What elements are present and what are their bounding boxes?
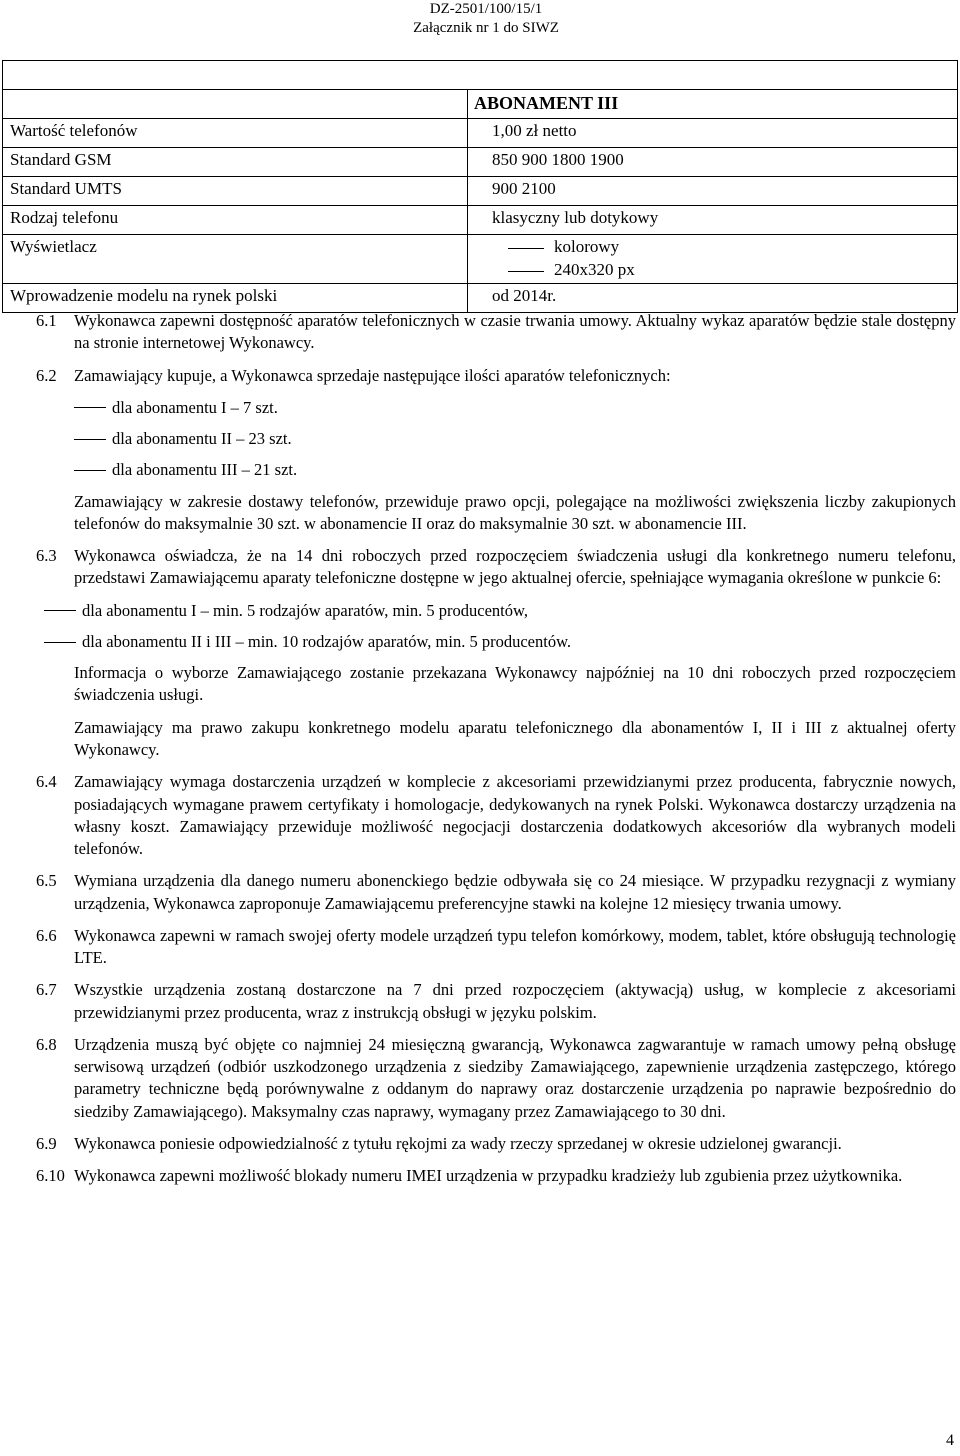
section-number: 6.9: [36, 1133, 57, 1153]
section-number: 6.6: [36, 925, 57, 945]
section-number: 6.3: [36, 546, 57, 566]
section-6-10: [36, 1165, 956, 1187]
row-value: 1,00 zł netto: [468, 119, 958, 148]
list-item: [74, 428, 956, 450]
section-6-7: [36, 979, 956, 1024]
document-header: [356, 0, 616, 38]
row-value: od 2014r.: [468, 283, 958, 312]
row-label: Rodzaj telefonu: [3, 206, 468, 235]
table-title-row: [3, 61, 958, 90]
display-option: [508, 236, 950, 259]
spec-table: [2, 60, 958, 313]
display-value: kolorowy: [554, 237, 620, 256]
section-text: Wykonawca zapewni możliwość blokady numeru IMEI urządzenia w przypadku kradzieży lub zgubienia przez użytkownika.: [74, 1166, 903, 1186]
section-6-4: [36, 771, 956, 860]
list-item-text: dla abonamentu II – 23 szt.: [112, 429, 292, 449]
section-6-3: [36, 545, 956, 590]
dash-bullet: [74, 439, 106, 440]
dash-bullet: [44, 642, 76, 643]
table-row: [3, 283, 958, 312]
document-body: [36, 310, 956, 1198]
row-label: Wyświetlacz: [3, 235, 468, 284]
section-text: Wykonawca oświadcza, że na 14 dni roboczych przed rozpoczęciem świadczenia usługi dla konkretnego numeru telefonu, przedstawi Zamawiającemu aparaty telefoniczne dostępne w jego aktualnej ofercie, spełniające wymagania określone w punkcie 6:: [74, 546, 956, 588]
section-number: 6.2: [36, 365, 57, 385]
list-item-text: dla abonamentu I – min. 5 rodzajów aparatów, min. 5 producentów,: [82, 600, 528, 620]
dash-bullet: [508, 271, 544, 272]
section-6-9: [36, 1133, 956, 1155]
table-row: [3, 119, 958, 148]
section-text: Wykonawca poniesie odpowiedzialność z tytułu rękojmi za wady rzeczy sprzedanej w okresie udzielonej gwarancji.: [74, 1133, 842, 1153]
table-row: [3, 148, 958, 177]
list-item-text: dla abonamentu I – 7 szt.: [112, 397, 278, 417]
section-number: 6.5: [36, 871, 57, 891]
section-number: 6.1: [36, 311, 57, 330]
section-text: Wykonawca zapewni w ramach swojej oferty modele urządzeń typu telefon komórkowy, modem, tablet, które obsługują technologię LTE.: [74, 925, 956, 968]
display-option: [508, 259, 950, 282]
section-number: 6.10: [36, 1166, 65, 1186]
section-6-5: [36, 870, 956, 915]
section-text: Zamawiający kupuje, a Wykonawca sprzedaje następujące ilości aparatów telefonicznych:: [74, 365, 671, 385]
section-number: 6.7: [36, 980, 57, 1000]
section-6-6: [36, 925, 956, 970]
row-value: 850 900 1800 1900: [468, 148, 958, 177]
section-text: Zamawiający wymaga dostarczenia urządzeń w komplecie z akcesoriami przewidzianymi przez producenta, fabrycznie nowych, posiadających wymagane prawem certyfikaty i homologacje, dedykowanych na rynek Polski. Wykonawca dostarczy urządzenia na własny koszt. Zamawiający przewiduje możliwość negocjacji dostarczenia dodatkowych akcesoriów dla wybranych modeli telefonów.: [74, 772, 956, 859]
display-value: 240x320 px: [554, 259, 635, 279]
section-text: Wszystkie urządzenia zostaną dostarczone na 7 dni przed rozpoczęciem (aktywacją) usług, w komplecie z akcesoriami przewidzianymi przez producenta, wraz z instrukcją obsługi w języku polskim.: [74, 980, 956, 1022]
page-number: 4: [946, 1432, 954, 1450]
list-item: [74, 397, 956, 419]
dash-bullet: [74, 470, 106, 471]
dash-bullet: [508, 248, 544, 249]
section-number: 6.8: [36, 1034, 57, 1054]
row-label: Standard UMTS: [3, 177, 468, 206]
info-note: Informacja o wyborze Zamawiającego zostanie przekazana Wykonawcy najpóźniej na 10 dni roboczych przed rozpoczęciem świadczenia usługi.: [74, 663, 956, 705]
row-label: Wprowadzenie modelu na rynek polski: [3, 283, 468, 312]
document-reference: DZ-2501/100/15/1: [429, 1, 543, 17]
option-note: Zamawiający w zakresie dostawy telefonów, przewiduje prawo opcji, polegające na możliwości zwiększenia liczby zakupionych telefonów do maksymalnie 30 szt. w abonamencie II oraz do maksymalnie 30 szt. w abonamencie III.: [74, 491, 956, 533]
list-item: [44, 631, 956, 653]
table-row: [3, 206, 958, 235]
dash-bullet: [74, 407, 106, 408]
row-value: 900 2100: [468, 177, 958, 206]
table-title: ABONAMENT III: [468, 90, 958, 119]
list-item-text: dla abonamentu III – 21 szt.: [112, 460, 298, 480]
row-value: klasyczny lub dotykowy: [468, 206, 958, 235]
row-label: Standard GSM: [3, 148, 468, 177]
section-text: Wykonawca zapewni dostępność aparatów telefonicznych w czasie trwania umowy. Aktualny wykaz aparatów będzie stale dostępny na stronie internetowej Wykonawcy.: [74, 311, 956, 353]
list-item-text: dla abonamentu II i III – min. 10 rodzajów aparatów, min. 5 producentów.: [82, 631, 572, 651]
list-item: [44, 600, 956, 622]
list-item: [74, 459, 956, 481]
section-number: 6.4: [36, 772, 57, 792]
section-text: Wymiana urządzenia dla danego numeru abonenckiego będzie odbywała się co 24 miesiące. W przypadku rezygnacji z wymiany urządzenia, Wykonawca zaproponuje Zamawiającemu preferencyjne stawki na kolejne 12 miesięcy trwania umowy.: [74, 871, 956, 913]
section-6-1: [36, 310, 956, 355]
attachment-label: Załącznik nr 1 do SIWZ: [413, 19, 559, 36]
section-6-2: [36, 365, 956, 387]
table-row: [3, 177, 958, 206]
table-row: [3, 90, 958, 119]
dash-bullet: [44, 610, 76, 611]
table-row: [3, 235, 958, 284]
section-text: Urządzenia muszą być objęte co najmniej 24 miesięczną gwarancją, Wykonawca zagwarantuje w ramach umowy pełną obsługę serwisową urządzeń (odbiór uszkodzonego urządzenia z siedziby Zamawiającego, zapewnienie urządzenia zastępczego, którego parametry techniczne będą porównywalne z oddanym do naprawy oraz dostarczenie urządzenia po naprawie bezpośrednio do siedziby Zamawiającego). Maksymalny czas naprawy, wymagany przez Zamawiającego to 30 dni.: [74, 1034, 956, 1121]
purchase-note: Zamawiający ma prawo zakupu konkretnego modelu aparatu telefonicznego dla abonamentów I, II i III z aktualnej oferty Wykonawcy.: [74, 717, 956, 759]
section-6-8: [36, 1034, 956, 1123]
row-label: Wartość telefonów: [3, 119, 468, 148]
